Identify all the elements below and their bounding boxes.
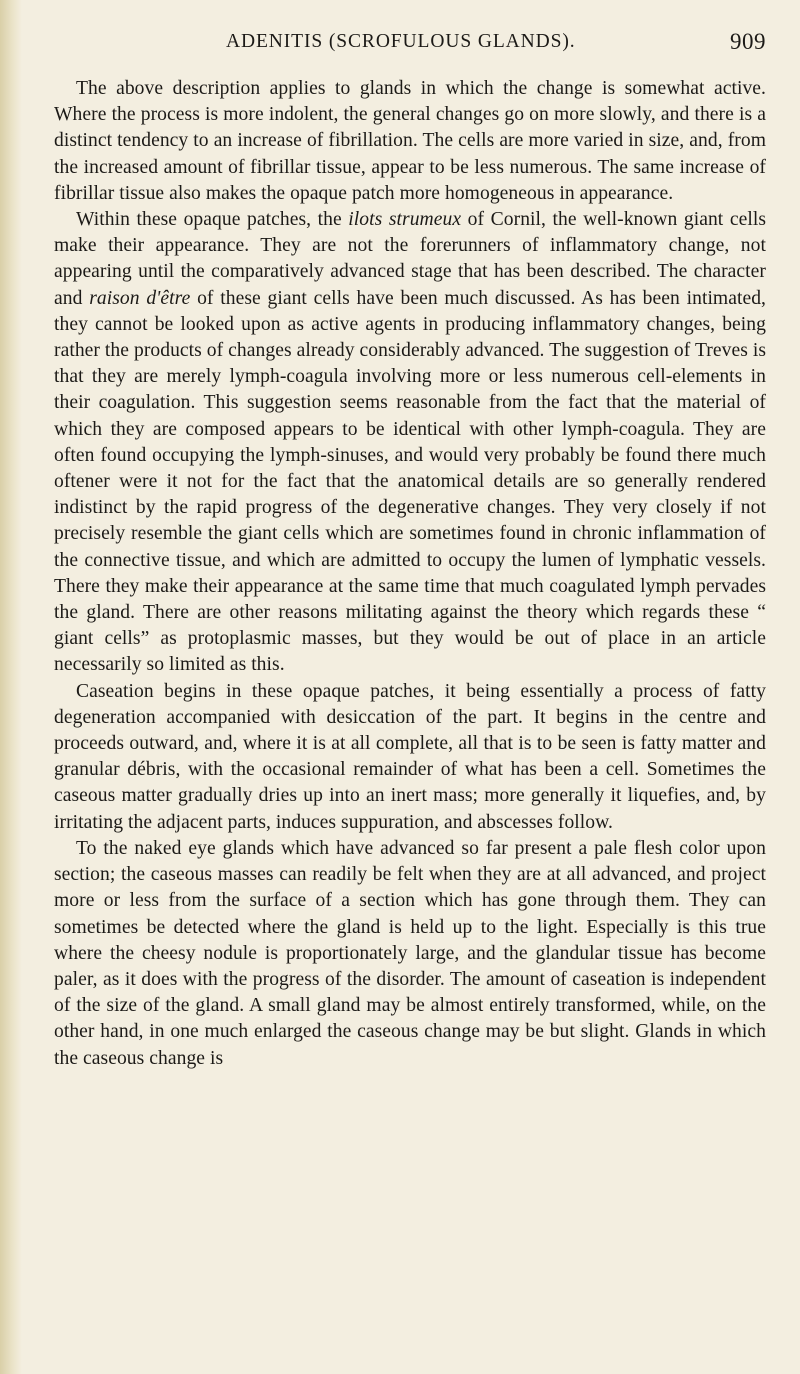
paragraph-1: [54, 76, 766, 207]
paragraph-text: Within these opaque patches, the: [76, 209, 349, 231]
paragraph-3: [54, 679, 766, 836]
body-text: [54, 76, 766, 1072]
paragraph-2: [54, 207, 766, 679]
paragraph-text: of these giant cells have been much discussed. As has been intimated, they cannot be looked upon as active agents in producing inflammatory changes, being rather the products of changes already considerably advanced. The suggestion of Treves is that they are merely lymph-coagula involving more or less numerous cell-elements in their coagulation. This suggestion seems reasonable from the fact that the material of which they are composed appears to be identical with other lymph-coagula. They are often found occupying the lymph-sinuses, and would very probably be found there much oftener were it not for the fact that the anatomical details are so generally rendered indistinct by the rapid progress of the degenerative changes. They very closely if not precisely resemble the giant cells which are sometimes found in chronic inflammation of the connective tissue, and which are admitted to occupy the lumen of lymphatic vessels. There they make their appearance at the same time that much coagulated lymph pervades the gland. There are other reasons militating against the theory which regards these “ giant cells” as protoplasmic masses, but they would be out of place in an article necessarily so limited as this.: [54, 287, 767, 676]
italic-term-ilots-strumeux: ilots strumeux: [348, 209, 462, 231]
page-header: [54, 28, 766, 60]
paragraph-4: [54, 836, 766, 1072]
paragraph-text: of Cornil, the well-known giant cells make their appearance. They are not the forerunners of inflammatory change, not appearing until the comparatively advanced stage that has been described. The character and: [54, 209, 767, 309]
italic-term-raison-detre: raison d'être: [89, 287, 191, 309]
paragraph-text: The above description applies to glands in which the change is somewhat active. Where the process is more indolent, the general changes go on more slowly, and there is a distinct tendency to an increase of fibrillation. The cells are more varied in size, and, from the increased amount of fibrillar tissue, appear to be less numerous. The same increase of fibrillar tissue also makes the opaque patch more homogeneous in appearance.: [54, 78, 766, 204]
paragraph-text: Caseation begins in these opaque patches, it being essentially a process of fatty degeneration accompanied with desiccation of the part. It begins in the centre and proceeds outward, and, where it is at all complete, all that is to be seen is fatty matter and granular débris, with the occasional remainder of what has been a cell. Sometimes the caseous matter gradually dries up into an inert mass; more generally it liquefies, and, by irritating the adjacent parts, induces suppuration, and abscesses follow.: [54, 680, 766, 833]
page-edge-shading: [0, 0, 22, 1374]
book-page: [54, 0, 766, 1374]
running-head: ADENITIS (SCROFULOUS GLANDS).: [226, 31, 576, 52]
page-number: 909: [730, 29, 766, 54]
paragraph-text: To the naked eye glands which have advanced so far present a pale flesh color upon section; the caseous masses can readily be felt when they are at all advanced, and project more or less from the surface of a section which has gone through them. They can sometimes be detected where the gland is held up to the light. Especially is this true where the cheesy nodule is proportionately large, and the glandular tissue has become paler, as it does with the progress of the disorder. The amount of caseation is independent of the size of the gland. A small gland may be almost entirely transformed, while, on the other hand, in one much enlarged the caseous change may be but slight. Glands in which the caseous change is: [54, 837, 766, 1069]
